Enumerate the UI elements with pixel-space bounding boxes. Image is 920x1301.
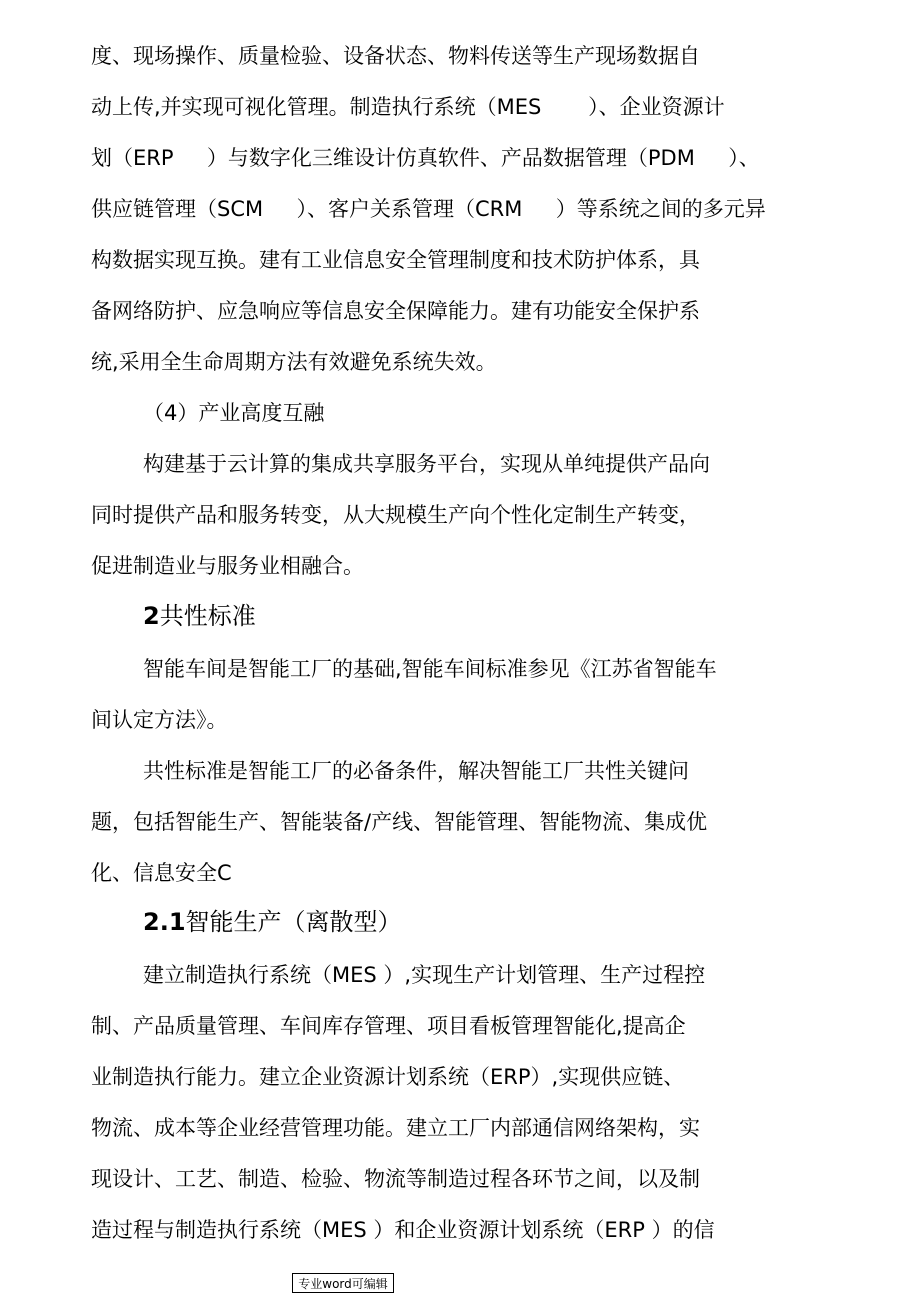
body-line: 间认定方法》。 [91, 708, 228, 732]
body-line: 备网络防护、应急响应等信息安全保障能力。建有功能安全保护系 [91, 299, 700, 323]
body-line: 构建基于云计算的集成共享服务平台，实现从单纯提供产品向 [143, 452, 710, 476]
footer-label: 专业word可编辑 [292, 1273, 394, 1293]
body-line: 度、现场操作、质量检验、设备状态、物料传送等生产现场数据自 [91, 44, 700, 68]
section-heading [143, 906, 402, 938]
section-title: 智能生产（离散型） [185, 908, 402, 936]
subsection-title: （4）产业高度互融 [143, 401, 325, 425]
body-line: 题，包括智能生产、智能装备/产线、智能管理、智能物流、集成优 [91, 810, 708, 834]
body-line: 业制造执行能力。建立企业资源计划系统（ERP）,实现供应链、 [91, 1065, 685, 1089]
body-line: 促进制造业与服务业相融合。 [91, 554, 364, 578]
body-line: 化、信息安全C [91, 861, 232, 885]
body-line: 划（ERP ）与数字化三维设计仿真软件、产品数据管理（PDM ）、 [91, 146, 760, 170]
body-line: 同时提供产品和服务转变，从大规模生产向个性化定制生产转变， [91, 503, 700, 527]
body-line: 物流、成本等企业经营管理功能。建立工厂内部通信网络架构，实 [91, 1116, 700, 1140]
body-line: 供应链管理（SCM ）、客户关系管理（CRM ）等系统之间的多元异 [91, 197, 766, 221]
body-line: 制、产品质量管理、车间库存管理、项目看板管理智能化,提高企 [91, 1014, 686, 1038]
section-heading [143, 600, 256, 632]
section-title: 共性标准 [159, 602, 256, 630]
section-number: 2 [143, 602, 160, 630]
body-line: 建立制造执行系统（MES ）,实现生产计划管理、生产过程控 [143, 963, 706, 987]
body-line: 共性标准是智能工厂的必备条件，解决智能工厂共性关键问 [143, 759, 689, 783]
body-line: 智能车间是智能工厂的基础,智能车间标准参见《江苏省智能车 [143, 657, 717, 681]
body-line: 造过程与制造执行系统（MES ）和企业资源计划系统（ERP ）的信 [91, 1218, 715, 1242]
body-line: 统,采用全生命周期方法有效避免系统失效。 [91, 350, 497, 374]
body-line: 动上传,并实现可视化管理。制造执行系统（MES ）、企业资源计 [91, 95, 725, 119]
body-line: 现设计、工艺、制造、检验、物流等制造过程各环节之间，以及制 [91, 1167, 700, 1191]
section-number: 2.1 [143, 908, 186, 936]
body-line: 构数据实现互换。建有工业信息安全管理制度和技术防护体系，具 [91, 248, 700, 272]
